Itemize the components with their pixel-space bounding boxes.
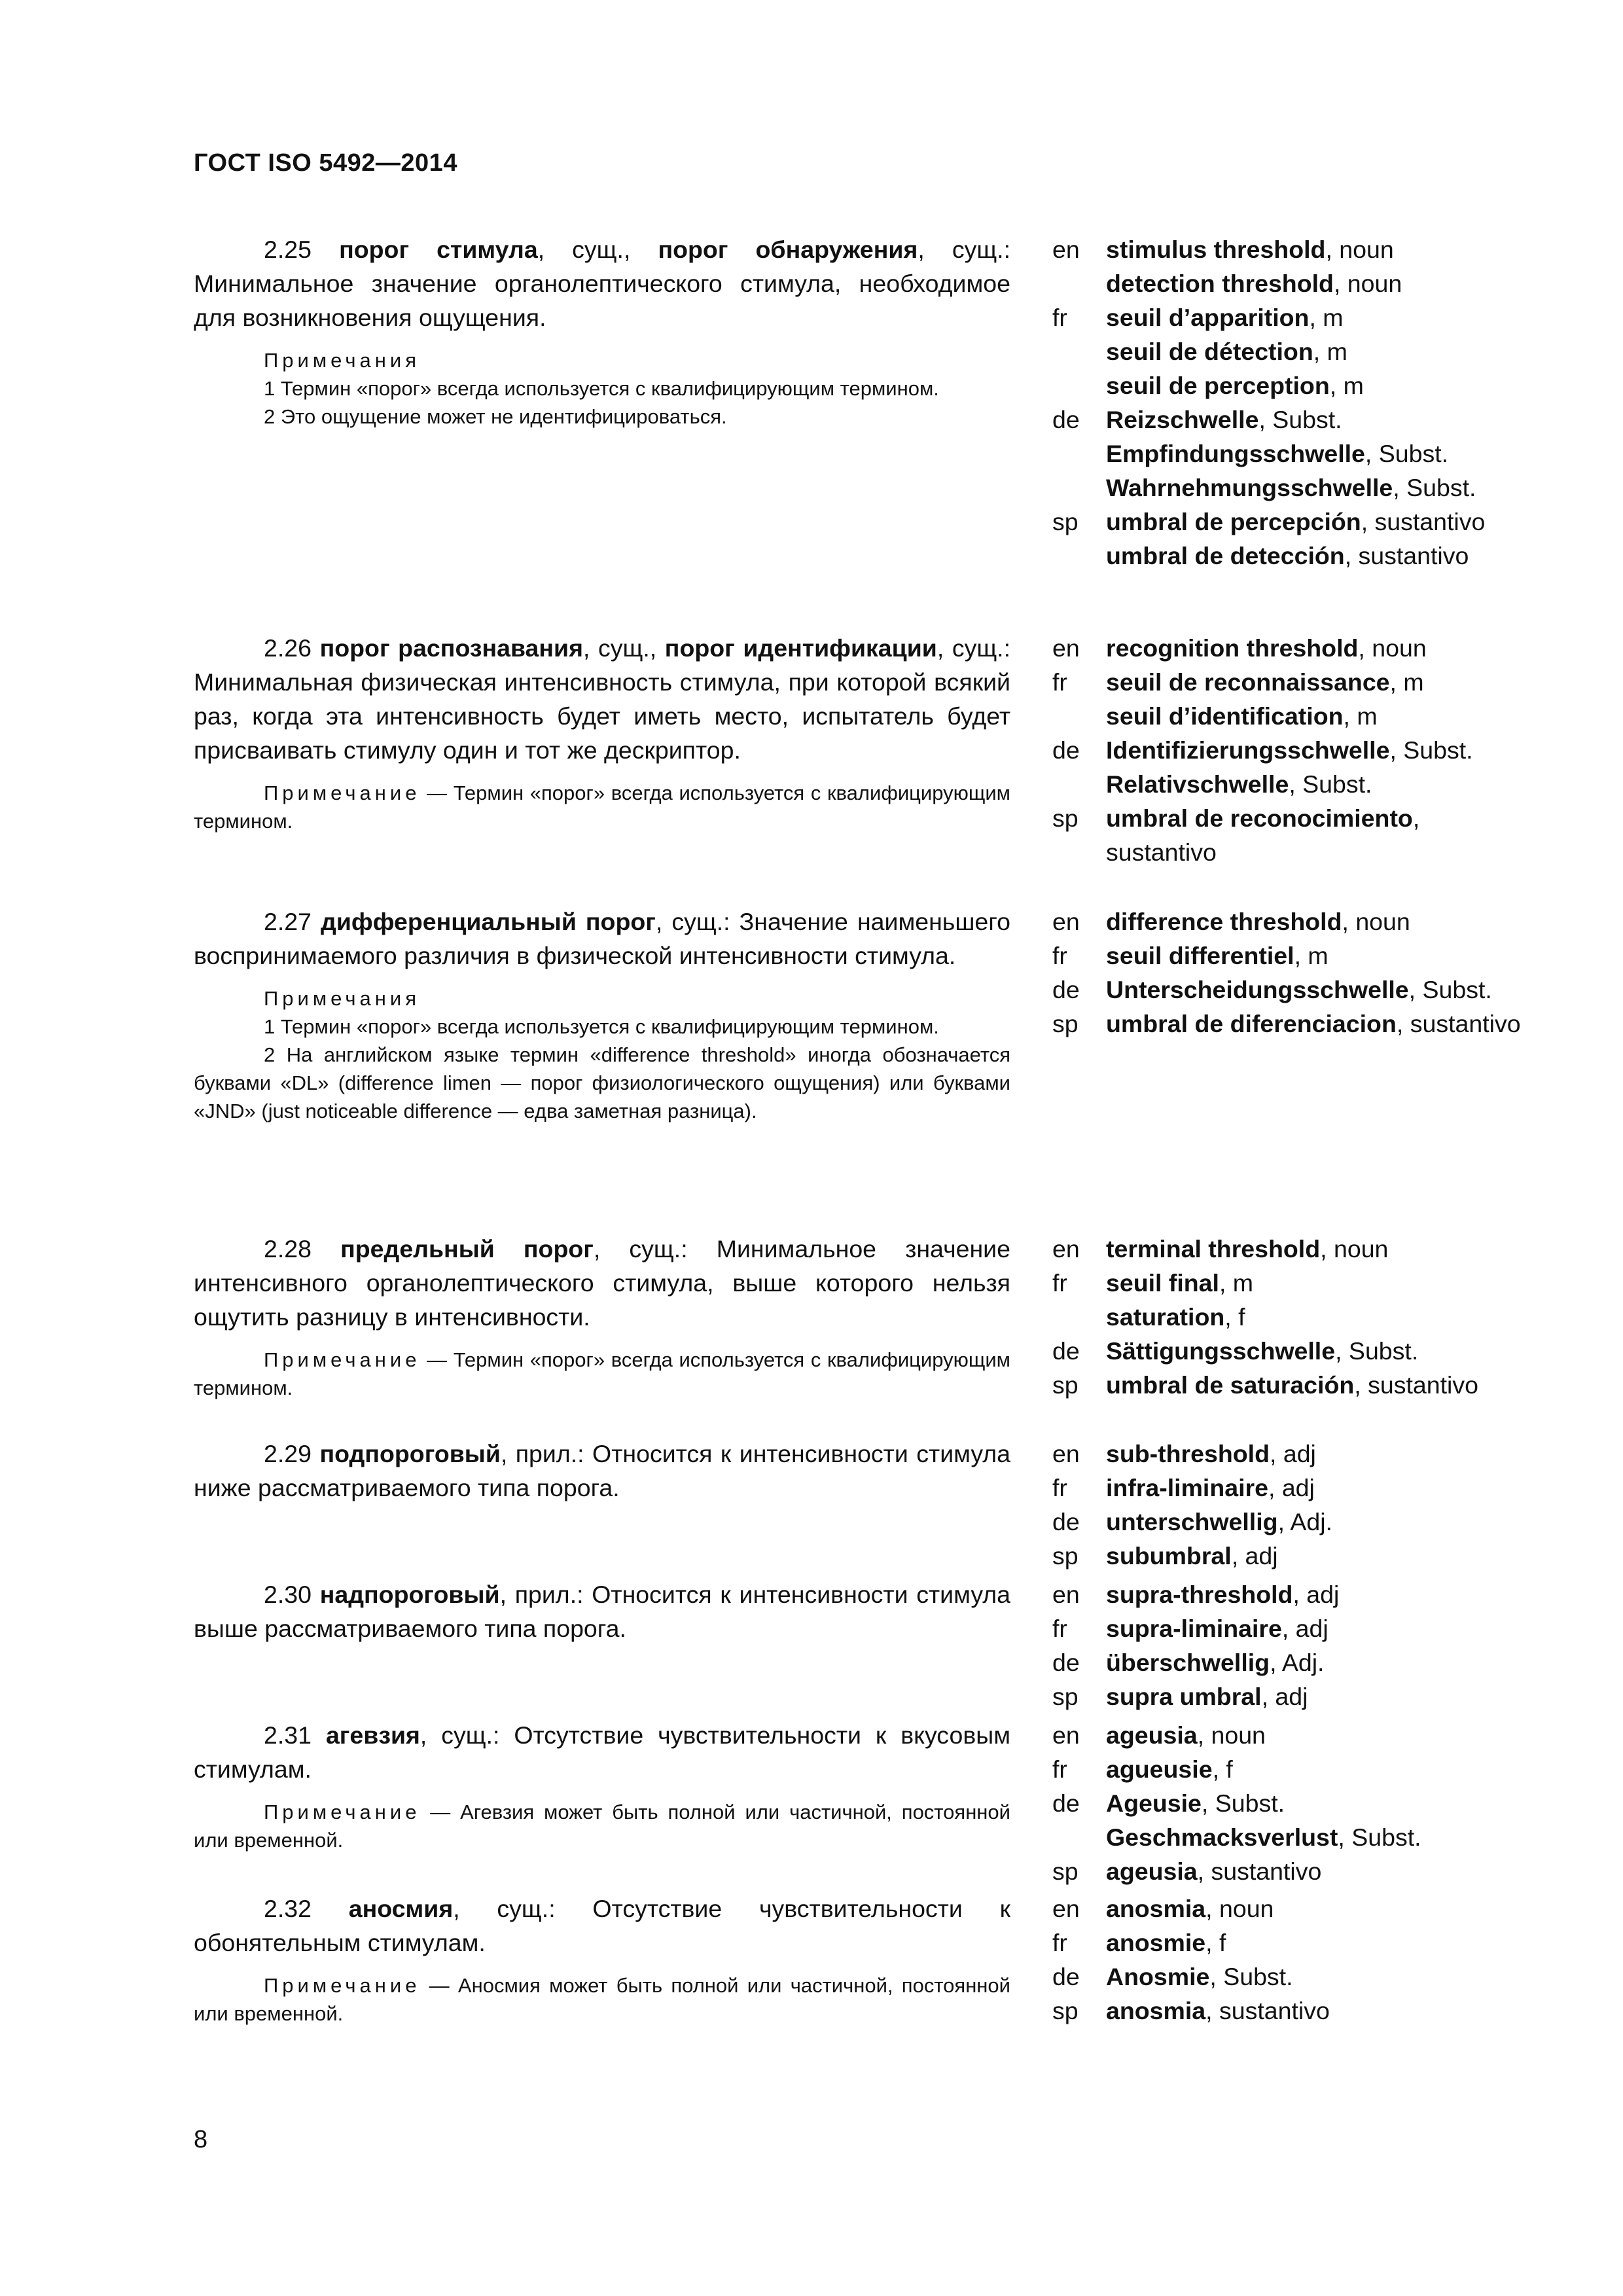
translation-term: umbral de diferenciacion bbox=[1106, 1010, 1397, 1037]
note-item: 1 Термин «порог» всегда используется с квалифицирующим термином. bbox=[264, 1015, 939, 1038]
lang-code: de bbox=[1052, 406, 1080, 433]
notes-block bbox=[194, 1971, 1010, 2028]
translation-term: Empfindungsschwelle bbox=[1106, 440, 1365, 467]
definition-column bbox=[194, 905, 1010, 1125]
lang-group-sp: sp umbral de reconocimiento, sustantivo bbox=[1052, 801, 1524, 869]
lang-code: fr bbox=[1052, 1929, 1067, 1956]
lang-group-de: de Identifizierungsschwelle, Subst. Relativschwelle, Subst. bbox=[1052, 733, 1524, 801]
lang-group-fr: fr seuil final, m saturation, f bbox=[1052, 1266, 1524, 1334]
translation-term: ageusia bbox=[1106, 1857, 1198, 1885]
definition-body: , сущ.: Отсутствие чувствительности к обонятельным стимулам. bbox=[194, 1895, 1010, 1956]
lang-code: de bbox=[1052, 1649, 1080, 1676]
translation-term: seuil final bbox=[1106, 1269, 1219, 1297]
definition-column bbox=[194, 1437, 1010, 1505]
definition-body: , прил.: Относится к интенсивности стимула ниже рассматриваемого типа порога. bbox=[194, 1440, 1011, 1501]
lang-code: en bbox=[1052, 908, 1080, 935]
definition-body: , сущ.: Минимальная физическая интенсивность стимула, при которой всякий раз, когда эта интенсивность будет иметь место, испытатель будет присваивать стимулу один и тот же дескриптор. bbox=[194, 634, 1011, 764]
document-header: ГОСТ ISO 5492—2014 bbox=[194, 149, 457, 177]
translations-column bbox=[1052, 1718, 1524, 1888]
entry-number: 2.29 bbox=[264, 1440, 312, 1467]
lang-code: en bbox=[1052, 1581, 1080, 1608]
lang-group-de: de Sättigungsschwelle, Subst. bbox=[1052, 1334, 1524, 1368]
translations-column bbox=[1052, 1232, 1524, 1402]
lang-code: en bbox=[1052, 634, 1080, 662]
translation-term: saturation bbox=[1106, 1303, 1225, 1331]
note-item: 2 Это ощущение может не идентифицироваться. bbox=[264, 405, 727, 428]
lang-group-en: en difference threshold, noun bbox=[1052, 905, 1524, 939]
translation-term: umbral de saturación bbox=[1106, 1371, 1355, 1399]
definition-text bbox=[194, 905, 1010, 973]
entry-number: 2.27 bbox=[264, 908, 312, 935]
term-primary: надпороговый bbox=[319, 1581, 500, 1608]
lang-code: sp bbox=[1052, 1997, 1079, 2024]
lang-code: en bbox=[1052, 236, 1080, 263]
lang-group-en: en recognition threshold, noun bbox=[1052, 631, 1524, 665]
translation-term: Sättigungsschwelle bbox=[1106, 1337, 1336, 1365]
term-primary: агевзия bbox=[325, 1721, 420, 1749]
translation-term: Geschmacksverlust bbox=[1106, 1823, 1338, 1851]
term-primary: подпороговый bbox=[319, 1440, 501, 1467]
note-label: Примечание bbox=[264, 781, 421, 804]
lang-group-en: en sub-threshold, adj bbox=[1052, 1437, 1524, 1471]
notes-block bbox=[194, 346, 1010, 431]
lang-group-fr: fr seuil d’apparition, m seuil de détection, m seuil de perception, m bbox=[1052, 300, 1524, 403]
note-item: 2 На английском языке термин «difference threshold» иногда обозначается буквами «DL» (difference limen — порог физиологического ощущения) или буквами «JND» (just noticeable difference — едва заметная разница). bbox=[194, 1043, 1010, 1122]
translation-term: Relativschwelle bbox=[1106, 770, 1289, 798]
term-primary: порог стимула bbox=[339, 236, 538, 263]
translations-column bbox=[1052, 905, 1524, 1041]
lang-code: sp bbox=[1052, 804, 1079, 832]
note-item: Примечание — Аносмия может быть полной или частичной, постоянной или временной. bbox=[194, 1974, 1010, 2025]
translation-term: Identifizierungsschwelle bbox=[1106, 736, 1390, 764]
definition-column bbox=[194, 1577, 1010, 1645]
definition-text bbox=[194, 1577, 1010, 1645]
translation-term: anosmia bbox=[1106, 1997, 1206, 2024]
lang-group-fr: fr infra-liminaire, adj bbox=[1052, 1471, 1524, 1505]
definition-column bbox=[194, 1892, 1010, 2028]
lang-code: fr bbox=[1052, 1269, 1067, 1297]
term-primary: предельный порог bbox=[340, 1235, 594, 1263]
translation-term: stimulus threshold bbox=[1106, 236, 1326, 263]
notes-block bbox=[194, 1798, 1010, 1854]
translation-term: seuil de détection bbox=[1106, 338, 1313, 365]
translations-column bbox=[1052, 232, 1524, 573]
lang-code: de bbox=[1052, 1337, 1080, 1365]
note-label: Примечание bbox=[264, 1348, 421, 1371]
lang-group-sp: sp supra umbral, adj bbox=[1052, 1679, 1524, 1713]
entry-number: 2.28 bbox=[264, 1235, 312, 1263]
entry-number: 2.32 bbox=[264, 1895, 312, 1922]
definition-body: , сущ.: Значение наименьшего воспринимаемого различия в физической интенсивности стимула. bbox=[194, 908, 1010, 969]
definition-body: , прил.: Относится к интенсивности стимула выше рассматриваемого типа порога. bbox=[194, 1581, 1010, 1642]
lang-group-sp: sp umbral de percepción, sustantivo umbral de detección, sustantivo bbox=[1052, 505, 1524, 573]
entry-number: 2.30 bbox=[264, 1581, 312, 1608]
definition-column bbox=[194, 1718, 1010, 1854]
translation-term: seuil de reconnaissance bbox=[1106, 668, 1390, 696]
lang-group-de: de überschwellig, Adj. bbox=[1052, 1645, 1524, 1679]
translation-term: detection threshold bbox=[1106, 270, 1334, 297]
translation-term: umbral de percepción bbox=[1106, 508, 1361, 535]
translation-term: supra umbral bbox=[1106, 1683, 1262, 1710]
lang-group-en: en stimulus threshold, noun detection threshold, noun bbox=[1052, 232, 1524, 300]
term-primary: порог распознавания bbox=[319, 634, 583, 662]
note-item: Примечание — Термин «порог» всегда используется с квалифицирующим термином. bbox=[194, 781, 1010, 833]
translation-term: Wahrnehmungsschwelle bbox=[1106, 474, 1393, 501]
translation-term: Ageusie bbox=[1106, 1789, 1202, 1817]
lang-group-de: de Unterscheidungsschwelle, Subst. bbox=[1052, 973, 1524, 1007]
lang-group-en: en supra-threshold, adj bbox=[1052, 1577, 1524, 1611]
term-synonym: порог обнаружения bbox=[658, 236, 918, 263]
translation-term: seuil differentiel bbox=[1106, 942, 1294, 969]
lang-code: fr bbox=[1052, 668, 1067, 696]
definition-column bbox=[194, 232, 1010, 431]
lang-group-de: de Anosmie, Subst. bbox=[1052, 1960, 1524, 1994]
lang-group-sp: sp umbral de diferenciacion, sustantivo bbox=[1052, 1007, 1524, 1041]
translation-term: sub-threshold bbox=[1106, 1440, 1270, 1467]
lang-group-fr: fr supra-liminaire, adj bbox=[1052, 1611, 1524, 1645]
lang-code: de bbox=[1052, 976, 1080, 1003]
lang-group-de: de unterschwellig, Adj. bbox=[1052, 1505, 1524, 1539]
lang-code: sp bbox=[1052, 508, 1079, 535]
translation-term: anosmie bbox=[1106, 1929, 1206, 1956]
term-primary: аносмия bbox=[348, 1895, 454, 1922]
lang-code: sp bbox=[1052, 1371, 1079, 1399]
lang-group-sp: sp ageusia, sustantivo bbox=[1052, 1854, 1524, 1888]
definition-text bbox=[194, 1718, 1010, 1786]
translation-term: difference threshold bbox=[1106, 908, 1342, 935]
translations-column bbox=[1052, 1577, 1524, 1713]
translations-column bbox=[1052, 1892, 1524, 2028]
lang-code: de bbox=[1052, 1508, 1080, 1535]
lang-group-en: en ageusia, noun bbox=[1052, 1718, 1524, 1752]
definition-text: 2.25 порог стимула, сущ., порог обнаружения, сущ.: Минимальное значение органолептического стимула, необходимое для возникновения ощущения. bbox=[194, 236, 1011, 331]
note-label: Примечание bbox=[264, 1974, 421, 1997]
lang-group-fr: fr anosmie, f bbox=[1052, 1926, 1524, 1960]
lang-code: en bbox=[1052, 1440, 1080, 1467]
definition-text bbox=[194, 1437, 1010, 1505]
translation-term: seuil de perception bbox=[1106, 372, 1330, 399]
page-number: 8 bbox=[194, 2126, 208, 2153]
note-item: 1 Термин «порог» всегда используется с квалифицирующим термином. bbox=[264, 377, 939, 400]
lang-group-de: de Ageusie, Subst. Geschmacksverlust, Subst. bbox=[1052, 1786, 1524, 1854]
lang-code: fr bbox=[1052, 1615, 1067, 1642]
lang-group-de: de Reizschwelle, Subst. Empfindungsschwelle, Subst. Wahrnehmungsschwelle, Subst. bbox=[1052, 403, 1524, 505]
note-item: Примечание — Термин «порог» всегда используется с квалифицирующим термином. bbox=[194, 1348, 1010, 1399]
definition-text: 2.26 порог распознавания, сущ., порог идентификации, сущ.: Минимальная физическая интенсивность стимула, при которой всякий раз, когда эта интенсивность будет иметь место, испытатель будет присваивать стимулу один и тот же дескриптор. bbox=[194, 634, 1011, 764]
translation-term: umbral de detección bbox=[1106, 542, 1345, 569]
definition-body: , сущ.: Минимальное значение органолептического стимула, необходимое для возникновения ощущения. bbox=[194, 236, 1011, 331]
translation-term: agueusie bbox=[1106, 1755, 1213, 1783]
translations-column bbox=[1052, 1437, 1524, 1573]
translation-term: seuil d’apparition bbox=[1106, 304, 1310, 331]
lang-group-fr: fr seuil de reconnaissance, m seuil d’identification, m bbox=[1052, 665, 1524, 733]
lang-code: sp bbox=[1052, 1857, 1079, 1885]
note-item: Примечание — Агевзия может быть полной или частичной, постоянной или временной. bbox=[194, 1801, 1010, 1852]
lang-code: fr bbox=[1052, 304, 1067, 331]
lang-code: en bbox=[1052, 1235, 1080, 1263]
lang-code: en bbox=[1052, 1895, 1080, 1922]
definition-text bbox=[194, 1232, 1010, 1334]
translation-term: Anosmie bbox=[1106, 1963, 1210, 1990]
lang-code: de bbox=[1052, 1789, 1080, 1817]
definition-text bbox=[194, 1892, 1010, 1960]
note-label: Примечание bbox=[264, 1801, 421, 1823]
translation-term: überschwellig bbox=[1106, 1649, 1270, 1676]
lang-code: fr bbox=[1052, 1755, 1067, 1783]
definition-body: , сущ.: Отсутствие чувствительности к вкусовым стимулам. bbox=[194, 1721, 1010, 1783]
translation-term: unterschwellig bbox=[1106, 1508, 1278, 1535]
lang-code: sp bbox=[1052, 1683, 1079, 1710]
lang-code: fr bbox=[1052, 942, 1067, 969]
lang-code: fr bbox=[1052, 1474, 1067, 1501]
definition-body: , сущ.: Минимальное значение интенсивного органолептического стимула, выше которого нельзя ощутить разницу в интенсивности. bbox=[194, 1235, 1010, 1331]
translation-term: terminal threshold bbox=[1106, 1235, 1321, 1263]
lang-code: de bbox=[1052, 736, 1080, 764]
notes-block bbox=[194, 1346, 1010, 1402]
translation-term: Unterscheidungsschwelle bbox=[1106, 976, 1409, 1003]
lang-group-sp: sp umbral de saturación, sustantivo bbox=[1052, 1368, 1524, 1402]
definition-column bbox=[194, 631, 1010, 835]
lang-code: sp bbox=[1052, 1010, 1079, 1037]
lang-group-sp: sp anosmia, sustantivo bbox=[1052, 1994, 1524, 2028]
translation-term: supra-threshold bbox=[1106, 1581, 1293, 1608]
lang-code: de bbox=[1052, 1963, 1080, 1990]
translation-term: anosmia bbox=[1106, 1895, 1206, 1922]
lang-group-en: en anosmia, noun bbox=[1052, 1892, 1524, 1926]
notes-block bbox=[194, 779, 1010, 835]
lang-group-fr: fr agueusie, f bbox=[1052, 1752, 1524, 1786]
translations-column bbox=[1052, 631, 1524, 869]
lang-code: sp bbox=[1052, 1542, 1079, 1570]
definition-column bbox=[194, 1232, 1010, 1402]
translation-term: seuil d’identification bbox=[1106, 702, 1344, 730]
notes-title: Примечания bbox=[264, 987, 420, 1010]
term-synonym: порог идентификации bbox=[664, 634, 937, 662]
notes-title: Примечания bbox=[264, 349, 420, 372]
entry-number: 2.26 bbox=[264, 634, 312, 662]
translation-term: infra-liminaire bbox=[1106, 1474, 1268, 1501]
lang-group-sp: sp subumbral, adj bbox=[1052, 1539, 1524, 1573]
lang-group-en: en terminal threshold, noun bbox=[1052, 1232, 1524, 1266]
term-primary: дифференциальный порог bbox=[321, 908, 656, 935]
translation-term: Reizschwelle bbox=[1106, 406, 1259, 433]
translation-term: supra-liminaire bbox=[1106, 1615, 1282, 1642]
notes-block bbox=[194, 984, 1010, 1125]
translation-term: umbral de reconocimiento bbox=[1106, 804, 1413, 832]
entry-number: 2.25 bbox=[264, 236, 312, 263]
lang-group-fr: fr seuil differentiel, m bbox=[1052, 939, 1524, 973]
lang-code: en bbox=[1052, 1721, 1080, 1749]
translation-term: subumbral bbox=[1106, 1542, 1232, 1570]
translation-term: recognition threshold bbox=[1106, 634, 1359, 662]
translation-term: ageusia bbox=[1106, 1721, 1198, 1749]
entry-number: 2.31 bbox=[264, 1721, 312, 1749]
